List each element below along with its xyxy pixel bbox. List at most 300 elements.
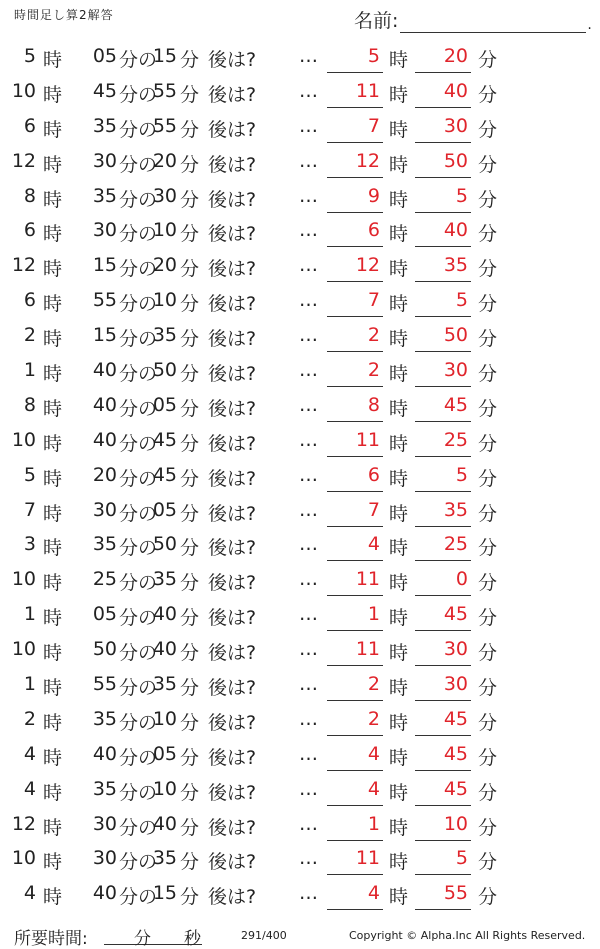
problem-hour: 5 xyxy=(23,463,36,486)
problem-hour: 6 xyxy=(23,114,36,137)
answer-minute-line xyxy=(415,316,471,317)
answer-minute: 25 xyxy=(443,428,468,451)
hour-unit: 時 xyxy=(43,363,63,386)
added-minutes: 45 xyxy=(152,428,177,451)
after-question: 後は? xyxy=(208,502,257,525)
ellipsis: … xyxy=(299,498,319,521)
minute-unit: 分 xyxy=(180,502,200,525)
answer-hour-line xyxy=(327,107,383,108)
problem-row xyxy=(0,355,600,390)
after-question: 後は? xyxy=(208,572,257,595)
hour-unit: 時 xyxy=(43,118,63,141)
answer-minute-line xyxy=(415,281,471,282)
hour-unit: 時 xyxy=(389,49,409,71)
answer-minute: 50 xyxy=(443,324,468,347)
minute-unit: 分 xyxy=(478,397,498,420)
answer-hour-line xyxy=(327,805,383,806)
minute-unit: 分 xyxy=(119,781,139,804)
added-minutes: 50 xyxy=(152,359,177,382)
problem-row xyxy=(0,529,600,564)
minute-unit: 分 xyxy=(478,886,498,909)
ellipsis: … xyxy=(299,149,319,172)
particle-no: の xyxy=(138,83,158,106)
minute-unit: 分 xyxy=(478,642,498,665)
added-minutes: 10 xyxy=(152,777,177,800)
added-minutes: 05 xyxy=(152,498,177,521)
answer-minute-line xyxy=(415,526,471,527)
answer-minute: 45 xyxy=(443,603,468,626)
ellipsis: … xyxy=(299,79,319,102)
problem-row xyxy=(0,215,600,250)
minute-unit: 分 xyxy=(119,572,139,595)
answer-minute-line xyxy=(415,246,471,247)
minute-unit: 分 xyxy=(180,223,200,246)
after-question: 後は? xyxy=(208,642,257,665)
added-minutes: 05 xyxy=(152,393,177,416)
answer-minute: 10 xyxy=(443,812,468,835)
page-number: 291/400 xyxy=(241,929,287,942)
problem-minute: 35 xyxy=(92,707,117,730)
minute-unit: 分 xyxy=(180,537,200,560)
hour-unit: 時 xyxy=(43,188,63,211)
added-minutes: 35 xyxy=(152,673,177,696)
minute-unit: 分 xyxy=(119,711,139,734)
particle-no: の xyxy=(138,258,158,281)
minute-unit: 分 xyxy=(119,188,139,211)
problem-minute: 05 xyxy=(92,45,117,67)
hour-unit: 時 xyxy=(389,886,409,909)
minute-unit: 分 xyxy=(478,677,498,700)
problem-row xyxy=(0,878,600,913)
hour-unit: 時 xyxy=(389,83,409,106)
added-minutes: 55 xyxy=(152,79,177,102)
answer-hour: 8 xyxy=(367,393,380,416)
problem-hour: 2 xyxy=(23,707,36,730)
problem-row xyxy=(0,390,600,425)
answer-hour: 6 xyxy=(367,219,380,242)
after-question: 後は? xyxy=(208,83,257,106)
after-question: 後は? xyxy=(208,746,257,769)
problem-hour: 12 xyxy=(11,149,36,172)
added-minutes: 45 xyxy=(152,463,177,486)
particle-no: の xyxy=(138,572,158,595)
answer-minute-line xyxy=(415,107,471,108)
answer-hour: 7 xyxy=(367,498,380,521)
minute-unit: 分 xyxy=(478,363,498,386)
problem-minute: 40 xyxy=(92,359,117,382)
particle-no: の xyxy=(138,851,158,874)
added-minutes: 50 xyxy=(152,533,177,556)
hour-unit: 時 xyxy=(389,188,409,211)
after-question: 後は? xyxy=(208,49,257,71)
added-minutes: 55 xyxy=(152,114,177,137)
problem-row xyxy=(0,564,600,599)
hour-unit: 時 xyxy=(43,258,63,281)
minute-unit: 分 xyxy=(180,397,200,420)
answer-hour: 11 xyxy=(355,638,380,661)
hour-unit: 時 xyxy=(389,677,409,700)
minute-unit: 分 xyxy=(180,293,200,316)
minute-unit: 分 xyxy=(180,642,200,665)
minute-unit: 分 xyxy=(478,816,498,839)
minute-unit: 分 xyxy=(119,502,139,525)
answer-minute: 45 xyxy=(443,393,468,416)
after-question: 後は? xyxy=(208,816,257,839)
answer-hour: 11 xyxy=(355,79,380,102)
problem-hour: 12 xyxy=(11,254,36,277)
particle-no: の xyxy=(138,328,158,351)
answer-minute: 5 xyxy=(455,184,468,207)
answer-minute-line xyxy=(415,560,471,561)
hour-unit: 時 xyxy=(389,607,409,630)
problem-minute: 30 xyxy=(92,847,117,870)
minute-unit: 分 xyxy=(119,83,139,106)
after-question: 後は? xyxy=(208,886,257,909)
problem-hour: 6 xyxy=(23,219,36,242)
problem-row xyxy=(0,704,600,739)
minute-unit: 分 xyxy=(119,816,139,839)
problem-row xyxy=(0,76,600,111)
after-question: 後は? xyxy=(208,363,257,386)
answer-minute-line xyxy=(415,840,471,841)
problem-hour: 8 xyxy=(23,184,36,207)
particle-no: の xyxy=(138,502,158,525)
particle-no: の xyxy=(138,49,158,71)
hour-unit: 時 xyxy=(389,467,409,490)
added-minutes: 40 xyxy=(152,638,177,661)
ellipsis: … xyxy=(299,184,319,207)
answer-minute: 5 xyxy=(455,289,468,312)
after-question: 後は? xyxy=(208,118,257,141)
minute-unit: 分 xyxy=(478,572,498,595)
answer-hour-line xyxy=(327,526,383,527)
minute-unit: 分 xyxy=(180,572,200,595)
minute-unit: 分 xyxy=(180,467,200,490)
minute-unit: 分 xyxy=(478,118,498,141)
name-end-mark: . xyxy=(587,17,592,33)
problem-hour: 1 xyxy=(23,359,36,382)
answer-hour: 9 xyxy=(367,184,380,207)
added-minutes: 40 xyxy=(152,603,177,626)
answer-hour: 4 xyxy=(367,742,380,765)
hour-unit: 時 xyxy=(43,711,63,734)
problem-row xyxy=(0,41,600,76)
problem-minute: 50 xyxy=(92,638,117,661)
hour-unit: 時 xyxy=(43,746,63,769)
answer-minute-line xyxy=(415,491,471,492)
minute-unit: 分 xyxy=(119,223,139,246)
problem-minute: 35 xyxy=(92,184,117,207)
minutes-label: 分 xyxy=(134,929,151,949)
hour-unit: 時 xyxy=(389,328,409,351)
answer-minute: 30 xyxy=(443,359,468,382)
answer-hour-line xyxy=(327,700,383,701)
answer-minute: 45 xyxy=(443,707,468,730)
problem-hour: 1 xyxy=(23,603,36,626)
answer-minute: 55 xyxy=(443,882,468,905)
problem-row xyxy=(0,285,600,320)
problem-minute: 35 xyxy=(92,533,117,556)
minute-unit: 分 xyxy=(180,153,200,176)
answer-hour: 11 xyxy=(355,428,380,451)
particle-no: の xyxy=(138,607,158,630)
answer-hour-line xyxy=(327,72,383,73)
answer-hour-line xyxy=(327,735,383,736)
answer-minute: 45 xyxy=(443,742,468,765)
answer-minute-line xyxy=(415,665,471,666)
ellipsis: … xyxy=(299,568,319,591)
minute-unit: 分 xyxy=(180,83,200,106)
hour-unit: 時 xyxy=(43,816,63,839)
particle-no: の xyxy=(138,118,158,141)
hour-unit: 時 xyxy=(43,607,63,630)
minute-unit: 分 xyxy=(478,607,498,630)
ellipsis: … xyxy=(299,254,319,277)
ellipsis: … xyxy=(299,638,319,661)
minute-unit: 分 xyxy=(119,397,139,420)
added-minutes: 20 xyxy=(152,149,177,172)
answer-hour: 11 xyxy=(355,568,380,591)
copyright: Copyright © Alpha.Inc All Rights Reserved. xyxy=(349,929,586,942)
after-question: 後は? xyxy=(208,258,257,281)
particle-no: の xyxy=(138,537,158,560)
added-minutes: 10 xyxy=(152,289,177,312)
minute-unit: 分 xyxy=(478,49,498,71)
ellipsis: … xyxy=(299,533,319,556)
hour-unit: 時 xyxy=(43,886,63,909)
answer-hour: 7 xyxy=(367,114,380,137)
answer-hour-line xyxy=(327,351,383,352)
answer-hour: 2 xyxy=(367,673,380,696)
after-question: 後は? xyxy=(208,432,257,455)
minute-unit: 分 xyxy=(180,49,200,71)
problem-minute: 40 xyxy=(92,393,117,416)
ellipsis: … xyxy=(299,882,319,905)
problem-minute: 30 xyxy=(92,149,117,172)
minute-unit: 分 xyxy=(180,677,200,700)
minute-unit: 分 xyxy=(119,537,139,560)
problem-hour: 4 xyxy=(23,777,36,800)
problem-hour: 4 xyxy=(23,882,36,905)
minute-unit: 分 xyxy=(478,781,498,804)
answer-hour: 12 xyxy=(355,149,380,172)
problem-hour: 10 xyxy=(11,638,36,661)
ellipsis: … xyxy=(299,463,319,486)
problem-hour: 10 xyxy=(11,847,36,870)
answer-minute: 30 xyxy=(443,673,468,696)
problem-hour: 5 xyxy=(23,45,36,67)
added-minutes: 15 xyxy=(152,45,177,67)
hour-unit: 時 xyxy=(43,293,63,316)
answer-minute: 35 xyxy=(443,254,468,277)
minute-unit: 分 xyxy=(119,467,139,490)
hour-unit: 時 xyxy=(43,781,63,804)
problem-list xyxy=(0,41,600,913)
ellipsis: … xyxy=(299,359,319,382)
problem-minute: 05 xyxy=(92,603,117,626)
answer-hour: 4 xyxy=(367,882,380,905)
answer-hour-line xyxy=(327,770,383,771)
minute-unit: 分 xyxy=(180,816,200,839)
answer-minute-line xyxy=(415,386,471,387)
answer-minute-line xyxy=(415,805,471,806)
answer-hour: 5 xyxy=(367,45,380,67)
particle-no: の xyxy=(138,363,158,386)
answer-hour: 4 xyxy=(367,533,380,556)
after-question: 後は? xyxy=(208,188,257,211)
hour-unit: 時 xyxy=(43,83,63,106)
problem-row xyxy=(0,146,600,181)
particle-no: の xyxy=(138,781,158,804)
answer-hour-line xyxy=(327,840,383,841)
added-minutes: 40 xyxy=(152,812,177,835)
minute-unit: 分 xyxy=(478,467,498,490)
minute-unit: 分 xyxy=(119,258,139,281)
minute-unit: 分 xyxy=(119,328,139,351)
ellipsis: … xyxy=(299,847,319,870)
ellipsis: … xyxy=(299,777,319,800)
after-question: 後は? xyxy=(208,223,257,246)
minute-unit: 分 xyxy=(180,607,200,630)
hour-unit: 時 xyxy=(43,642,63,665)
problem-row xyxy=(0,320,600,355)
ellipsis: … xyxy=(299,219,319,242)
problem-hour: 2 xyxy=(23,324,36,347)
after-question: 後は? xyxy=(208,677,257,700)
ellipsis: … xyxy=(299,707,319,730)
minute-unit: 分 xyxy=(478,153,498,176)
after-question: 後は? xyxy=(208,153,257,176)
after-question: 後は? xyxy=(208,851,257,874)
hour-unit: 時 xyxy=(389,432,409,455)
minute-unit: 分 xyxy=(180,432,200,455)
hour-unit: 時 xyxy=(389,781,409,804)
answer-minute-line xyxy=(415,456,471,457)
minute-unit: 分 xyxy=(478,537,498,560)
problem-minute: 40 xyxy=(92,428,117,451)
problem-minute: 25 xyxy=(92,568,117,591)
minute-unit: 分 xyxy=(180,711,200,734)
minute-unit: 分 xyxy=(180,886,200,909)
minute-unit: 分 xyxy=(180,781,200,804)
minute-unit: 分 xyxy=(478,328,498,351)
answer-hour-line xyxy=(327,177,383,178)
problem-hour: 10 xyxy=(11,568,36,591)
hour-unit: 時 xyxy=(43,49,63,71)
minute-unit: 分 xyxy=(119,886,139,909)
answer-minute: 40 xyxy=(443,79,468,102)
answer-minute: 40 xyxy=(443,219,468,242)
problem-row xyxy=(0,739,600,774)
hour-unit: 時 xyxy=(389,851,409,874)
problem-minute: 35 xyxy=(92,777,117,800)
answer-minute: 35 xyxy=(443,498,468,521)
ellipsis: … xyxy=(299,812,319,835)
answer-hour-line xyxy=(327,142,383,143)
after-question: 後は? xyxy=(208,537,257,560)
name-line xyxy=(400,10,586,33)
ellipsis: … xyxy=(299,45,319,67)
problem-row xyxy=(0,843,600,878)
answer-hour-line xyxy=(327,281,383,282)
answer-hour: 2 xyxy=(367,324,380,347)
particle-no: の xyxy=(138,746,158,769)
minute-unit: 分 xyxy=(180,188,200,211)
answer-minute: 25 xyxy=(443,533,468,556)
problem-hour: 8 xyxy=(23,393,36,416)
hour-unit: 時 xyxy=(389,816,409,839)
after-question: 後は? xyxy=(208,293,257,316)
hour-unit: 時 xyxy=(43,223,63,246)
answer-minute: 45 xyxy=(443,777,468,800)
ellipsis: … xyxy=(299,428,319,451)
hour-unit: 時 xyxy=(389,258,409,281)
answer-minute: 50 xyxy=(443,149,468,172)
after-question: 後は? xyxy=(208,607,257,630)
problem-hour: 3 xyxy=(23,533,36,556)
hour-unit: 時 xyxy=(389,153,409,176)
after-question: 後は? xyxy=(208,397,257,420)
answer-hour-line xyxy=(327,246,383,247)
problem-hour: 4 xyxy=(23,742,36,765)
hour-unit: 時 xyxy=(43,153,63,176)
minute-unit: 分 xyxy=(119,432,139,455)
minute-unit: 分 xyxy=(180,118,200,141)
ellipsis: … xyxy=(299,603,319,626)
minute-unit: 分 xyxy=(119,642,139,665)
hour-unit: 時 xyxy=(389,502,409,525)
answer-minute-line xyxy=(415,909,471,910)
minute-unit: 分 xyxy=(478,258,498,281)
problem-row xyxy=(0,111,600,146)
required-time-label: 所要時間: xyxy=(14,929,88,949)
particle-no: の xyxy=(138,397,158,420)
added-minutes: 10 xyxy=(152,707,177,730)
minute-unit: 分 xyxy=(119,363,139,386)
minute-unit: 分 xyxy=(478,223,498,246)
ellipsis: … xyxy=(299,289,319,312)
minute-unit: 分 xyxy=(478,711,498,734)
answer-hour: 11 xyxy=(355,847,380,870)
footer xyxy=(0,924,600,948)
added-minutes: 30 xyxy=(152,184,177,207)
answer-minute-line xyxy=(415,351,471,352)
answer-minute-line xyxy=(415,630,471,631)
answer-hour-line xyxy=(327,595,383,596)
problem-hour: 7 xyxy=(23,498,36,521)
problem-row xyxy=(0,425,600,460)
problem-minute: 20 xyxy=(92,463,117,486)
minute-unit: 分 xyxy=(478,432,498,455)
ellipsis: … xyxy=(299,673,319,696)
after-question: 後は? xyxy=(208,467,257,490)
minute-unit: 分 xyxy=(119,851,139,874)
problem-hour: 12 xyxy=(11,812,36,835)
added-minutes: 15 xyxy=(152,882,177,905)
particle-no: の xyxy=(138,432,158,455)
ellipsis: … xyxy=(299,324,319,347)
minute-unit: 分 xyxy=(119,293,139,316)
minute-unit: 分 xyxy=(119,607,139,630)
answer-minute: 5 xyxy=(455,463,468,486)
added-minutes: 35 xyxy=(152,847,177,870)
answer-minute: 20 xyxy=(443,45,468,67)
name-label: 名前: xyxy=(354,10,399,32)
hour-unit: 時 xyxy=(43,572,63,595)
problem-minute: 35 xyxy=(92,114,117,137)
answer-minute: 5 xyxy=(455,847,468,870)
problem-minute: 40 xyxy=(92,882,117,905)
